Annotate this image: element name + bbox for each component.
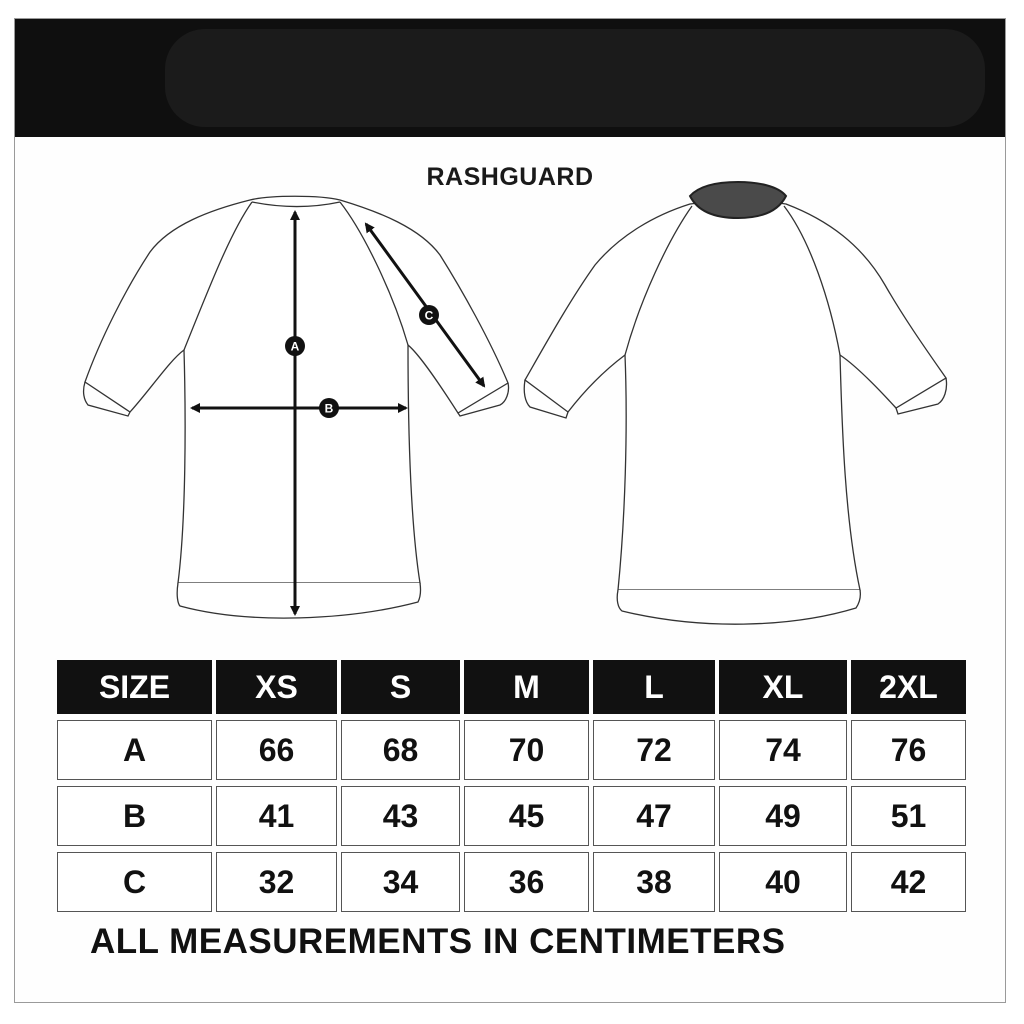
measure-c-label: C	[424, 308, 434, 323]
value-cell: 43	[341, 786, 460, 846]
size-header-cell: XS	[216, 660, 337, 714]
row-label-cell: B	[57, 786, 212, 846]
size-header-cell: S	[341, 660, 460, 714]
value-cell: 49	[719, 786, 847, 846]
shirt-front-body	[525, 201, 946, 590]
value-cell: 74	[719, 720, 847, 780]
shirt-back-hem	[177, 583, 420, 618]
size-header-cell: XL	[719, 660, 847, 714]
measurement-unit-note: ALL MEASUREMENTS IN CENTIMETERS	[90, 922, 786, 961]
measure-c-marker	[419, 305, 439, 325]
value-cell: 32	[216, 852, 337, 912]
table-row	[57, 720, 966, 780]
chart-title: RASHGUARD	[426, 163, 594, 191]
value-cell: 68	[341, 720, 460, 780]
measure-b-marker	[319, 398, 339, 418]
value-cell: 51	[851, 786, 966, 846]
value-cell: 36	[464, 852, 589, 912]
value-cell: 70	[464, 720, 589, 780]
value-cell: 40	[719, 852, 847, 912]
size-header-row	[57, 660, 966, 714]
size-header-cell: 2XL	[851, 660, 966, 714]
value-cell: 45	[464, 786, 589, 846]
row-label-cell: A	[57, 720, 212, 780]
value-cell: 42	[851, 852, 966, 912]
measure-a-label: A	[290, 339, 300, 354]
value-cell: 76	[851, 720, 966, 780]
measure-b-label: B	[324, 401, 334, 416]
shirt-front-hem	[617, 590, 860, 624]
row-label-cell: C	[57, 852, 212, 912]
table-row	[57, 852, 966, 912]
size-header-cell: L	[593, 660, 715, 714]
value-cell: 38	[593, 852, 715, 912]
value-cell: 47	[593, 786, 715, 846]
value-cell: 41	[216, 786, 337, 846]
size-header-cell: SIZE	[57, 660, 212, 714]
size-header-cell: M	[464, 660, 589, 714]
value-cell: 66	[216, 720, 337, 780]
size-chart-table	[53, 654, 970, 918]
table-row	[57, 786, 966, 846]
value-cell: 34	[341, 852, 460, 912]
shirt-front-view	[524, 182, 946, 624]
measure-a-marker	[285, 336, 305, 356]
value-cell: 72	[593, 720, 715, 780]
